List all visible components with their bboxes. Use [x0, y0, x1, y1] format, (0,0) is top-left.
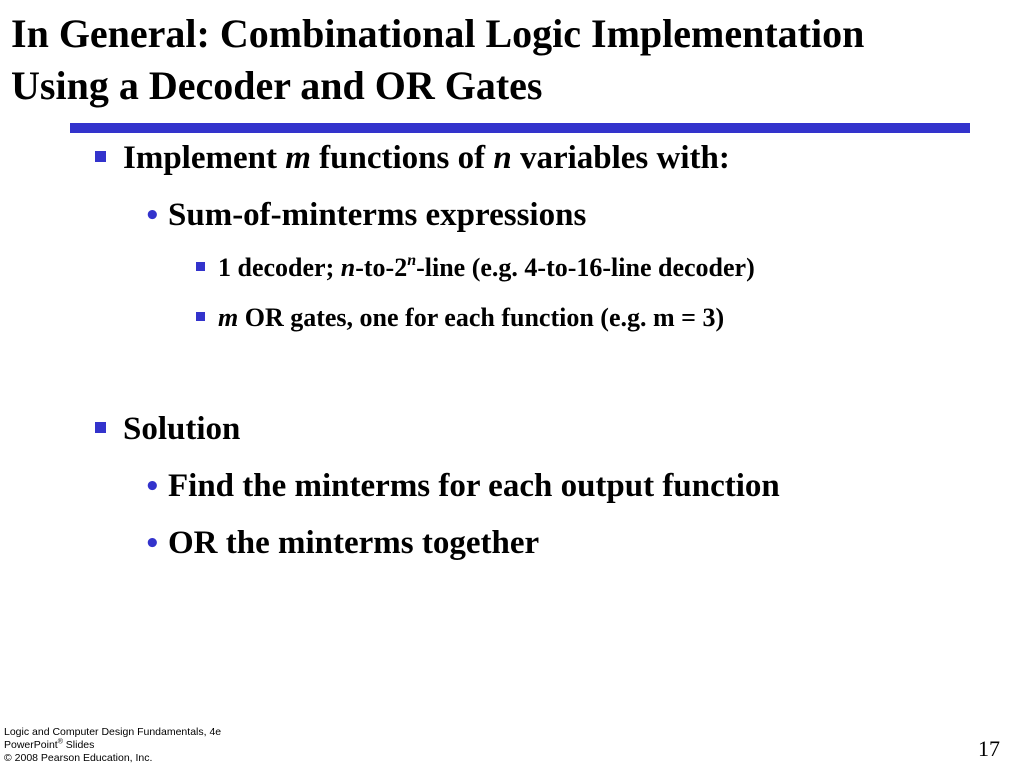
- square-bullet-icon: [196, 312, 205, 321]
- variable-n: n: [340, 253, 356, 282]
- bullet-text: Implement: [123, 140, 286, 176]
- bullet-text: variables with:: [511, 140, 730, 176]
- footer-text: PowerPoint: [4, 739, 58, 751]
- bullet-text: -to-2: [355, 253, 408, 282]
- square-bullet-icon: [95, 151, 106, 162]
- footer-text: Slides: [62, 739, 95, 751]
- square-bullet-icon: [196, 262, 205, 271]
- variable-m: m: [285, 140, 311, 176]
- slide-title-line-1: In General: Combinational Logic Implementation: [11, 11, 865, 56]
- bullet-text: 1 decoder;: [218, 253, 341, 282]
- registered-mark: ®: [57, 738, 63, 746]
- page-number: 17: [978, 736, 1000, 761]
- footer-credits: [4, 726, 221, 765]
- dot-bullet-icon: •: [144, 529, 161, 559]
- dot-bullet-icon: •: [144, 201, 161, 231]
- variable-m: m: [218, 303, 239, 332]
- bullet-decoder: [218, 252, 755, 284]
- footer-book-title: Logic and Computer Design Fundamentals, 4e: [4, 726, 222, 738]
- slide-title: [11, 8, 1011, 112]
- bullet-text: functions of: [310, 140, 494, 176]
- bullet-or-together: OR the minterms together: [168, 525, 540, 561]
- bullet-sum-of-minterms: Sum-of-minterms expressions: [168, 197, 587, 233]
- title-underline-rule: [70, 123, 970, 133]
- slide-title-line-2: Using a Decoder and OR Gates: [11, 63, 543, 108]
- dot-bullet-icon: •: [144, 472, 161, 502]
- variable-n: n: [493, 140, 512, 176]
- bullet-find-minterms: Find the minterms for each output function: [168, 468, 780, 504]
- footer-slides-label: [4, 739, 221, 752]
- exponent-n: n: [407, 251, 417, 269]
- bullet-implement-functions: [123, 138, 730, 178]
- bullet-or-gates: [218, 302, 724, 334]
- footer-copyright: © 2008 Pearson Education, Inc.: [4, 752, 153, 764]
- bullet-text: OR gates, one for each function (e.g. m = 3): [238, 303, 725, 332]
- bullet-text: -line (e.g. 4-to-16-line decoder): [416, 253, 755, 282]
- bullet-solution: Solution: [123, 411, 241, 447]
- square-bullet-icon: [95, 422, 106, 433]
